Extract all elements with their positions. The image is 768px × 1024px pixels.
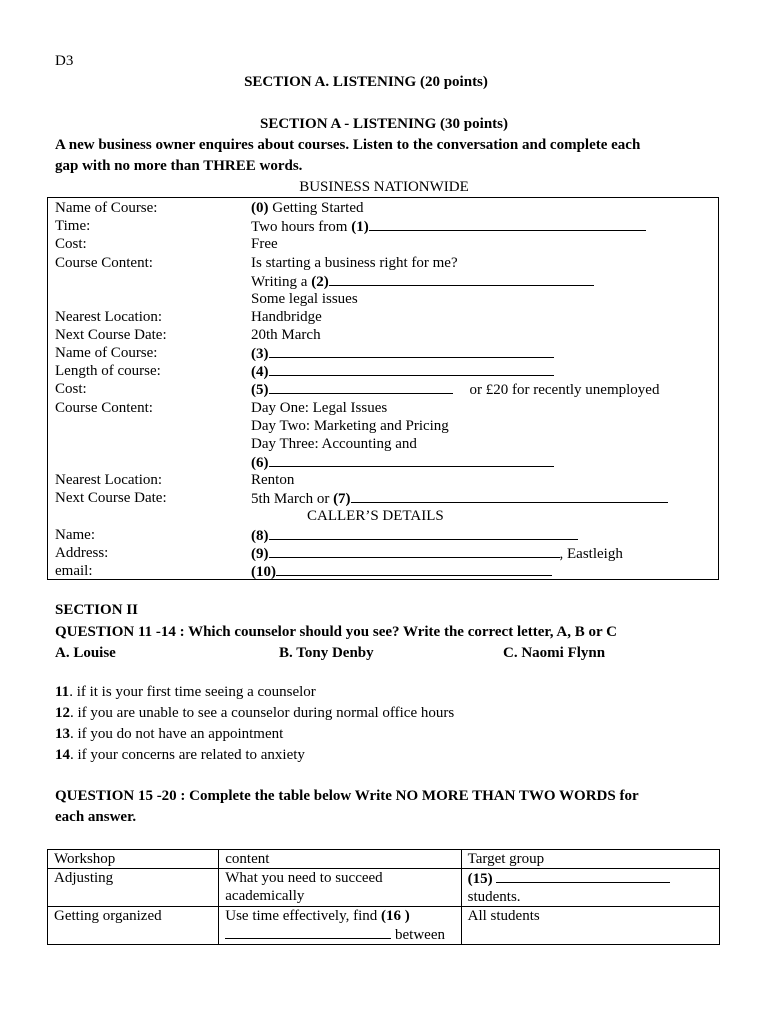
course-content-2: Writing a (2) <box>251 272 594 291</box>
section-a-title-1: SECTION A. LISTENING (20 points) <box>244 74 488 90</box>
answer-gap-7[interactable] <box>351 489 668 503</box>
section-a-title-2: SECTION A - LISTENING (30 points) <box>260 116 508 132</box>
cell-content: What you need to succeed academically <box>219 869 461 907</box>
q9-line: (9) , Eastleigh <box>251 546 623 562</box>
answer-gap-10[interactable] <box>276 562 552 576</box>
cell-workshop: Getting organized <box>48 907 219 945</box>
header-content: content <box>219 850 461 869</box>
question-11: 11. if it is your first time seeing a counselor <box>55 684 316 700</box>
instructions-line-1: A new business owner enquires about courses. Listen to the conversation and complete each <box>55 137 641 153</box>
q6-line: (6) <box>251 453 554 472</box>
answer-gap-15[interactable] <box>496 869 670 883</box>
nearest-location-label: Nearest Location: <box>55 309 163 325</box>
answer-gap-9[interactable] <box>269 544 560 558</box>
email-label: email: <box>55 563 93 579</box>
answer-gap-4[interactable] <box>269 362 554 376</box>
header-target-group: Target group <box>461 850 719 869</box>
answer-gap-1[interactable] <box>369 217 646 231</box>
form-title: BUSINESS NATIONWIDE <box>299 179 469 195</box>
next-course-date-value: 20th March <box>251 327 321 343</box>
next-course-date-2-label: Next Course Date: <box>55 490 167 506</box>
q10-line: (10) <box>251 562 552 581</box>
cost-value: Free <box>251 236 278 252</box>
day-two: Day Two: Marketing and Pricing <box>251 418 449 434</box>
course-content-2-label: Course Content: <box>55 400 153 416</box>
answer-gap-5[interactable] <box>269 380 453 394</box>
question-12: 12. if you are unable to see a counselor during normal office hours <box>55 705 455 721</box>
cell-workshop: Adjusting <box>48 869 219 907</box>
address-label: Address: <box>55 545 109 561</box>
day-three: Day Three: Accounting and <box>251 436 417 452</box>
length-of-course-label: Length of course: <box>55 363 161 379</box>
q8-line: (8) <box>251 526 578 545</box>
instructions-line-2: gap with no more than THREE words. <box>55 158 303 174</box>
question-14: 14. if your concerns are related to anxiety <box>55 747 305 763</box>
name-of-course-value: (0) Getting Started <box>251 200 364 216</box>
answer-gap-6[interactable] <box>269 453 554 467</box>
question-13: 13. if you do not have an appointment <box>55 726 284 742</box>
name-of-course-label: Name of Course: <box>55 200 158 216</box>
table-header-row <box>48 850 720 869</box>
time-value: Two hours from (1) <box>251 217 646 236</box>
answer-gap-2[interactable] <box>329 272 594 286</box>
section-2-title: SECTION II <box>55 602 138 618</box>
q15-20-header-line-1: QUESTION 15 -20 : Complete the table below Write NO MORE THAN TWO WORDS for <box>55 788 639 804</box>
time-label: Time: <box>55 218 91 234</box>
doc-id: D3 <box>55 53 74 69</box>
nearest-location-2-value: Renton <box>251 472 295 488</box>
header-workshop: Workshop <box>48 850 219 869</box>
name-label: Name: <box>55 527 95 543</box>
course-content-label: Course Content: <box>55 255 153 271</box>
workshop-table <box>47 849 720 945</box>
answer-gap-16[interactable] <box>225 925 391 939</box>
table-row <box>48 907 720 945</box>
next-course-date-label: Next Course Date: <box>55 327 167 343</box>
nearest-location-2-label: Nearest Location: <box>55 472 163 488</box>
table-row <box>48 869 720 907</box>
course-content-3: Some legal issues <box>251 291 358 307</box>
next-course-date-2-value: 5th March or (7) <box>251 489 668 508</box>
course-content-1: Is starting a business right for me? <box>251 255 458 271</box>
q5-line: (5) or £20 for recently unemployed <box>251 382 660 398</box>
cell-target-group: (15) students. <box>461 869 719 907</box>
cell-target-group: All students <box>461 907 719 945</box>
q3-line: (3) <box>251 344 554 363</box>
cost-label: Cost: <box>55 236 87 252</box>
answer-gap-3[interactable] <box>269 344 554 358</box>
nearest-location-value: Handbridge <box>251 309 322 325</box>
option-a: A. Louise <box>55 645 116 661</box>
q4-line: (4) <box>251 362 554 381</box>
cell-content: Use time effectively, find (16 ) between <box>219 907 461 945</box>
callers-details-title: CALLER’S DETAILS <box>307 508 444 524</box>
day-one: Day One: Legal Issues <box>251 400 388 416</box>
answer-gap-8[interactable] <box>269 526 578 540</box>
cost-2-label: Cost: <box>55 381 87 397</box>
name-of-course-2-label: Name of Course: <box>55 345 158 361</box>
option-c: C. Naomi Flynn <box>503 645 606 661</box>
q11-14-header: QUESTION 11 -14 : Which counselor should you see? Write the correct letter, A, B or C <box>55 624 617 640</box>
option-b: B. Tony Denby <box>279 645 374 661</box>
q15-20-header-line-2: each answer. <box>55 809 137 825</box>
